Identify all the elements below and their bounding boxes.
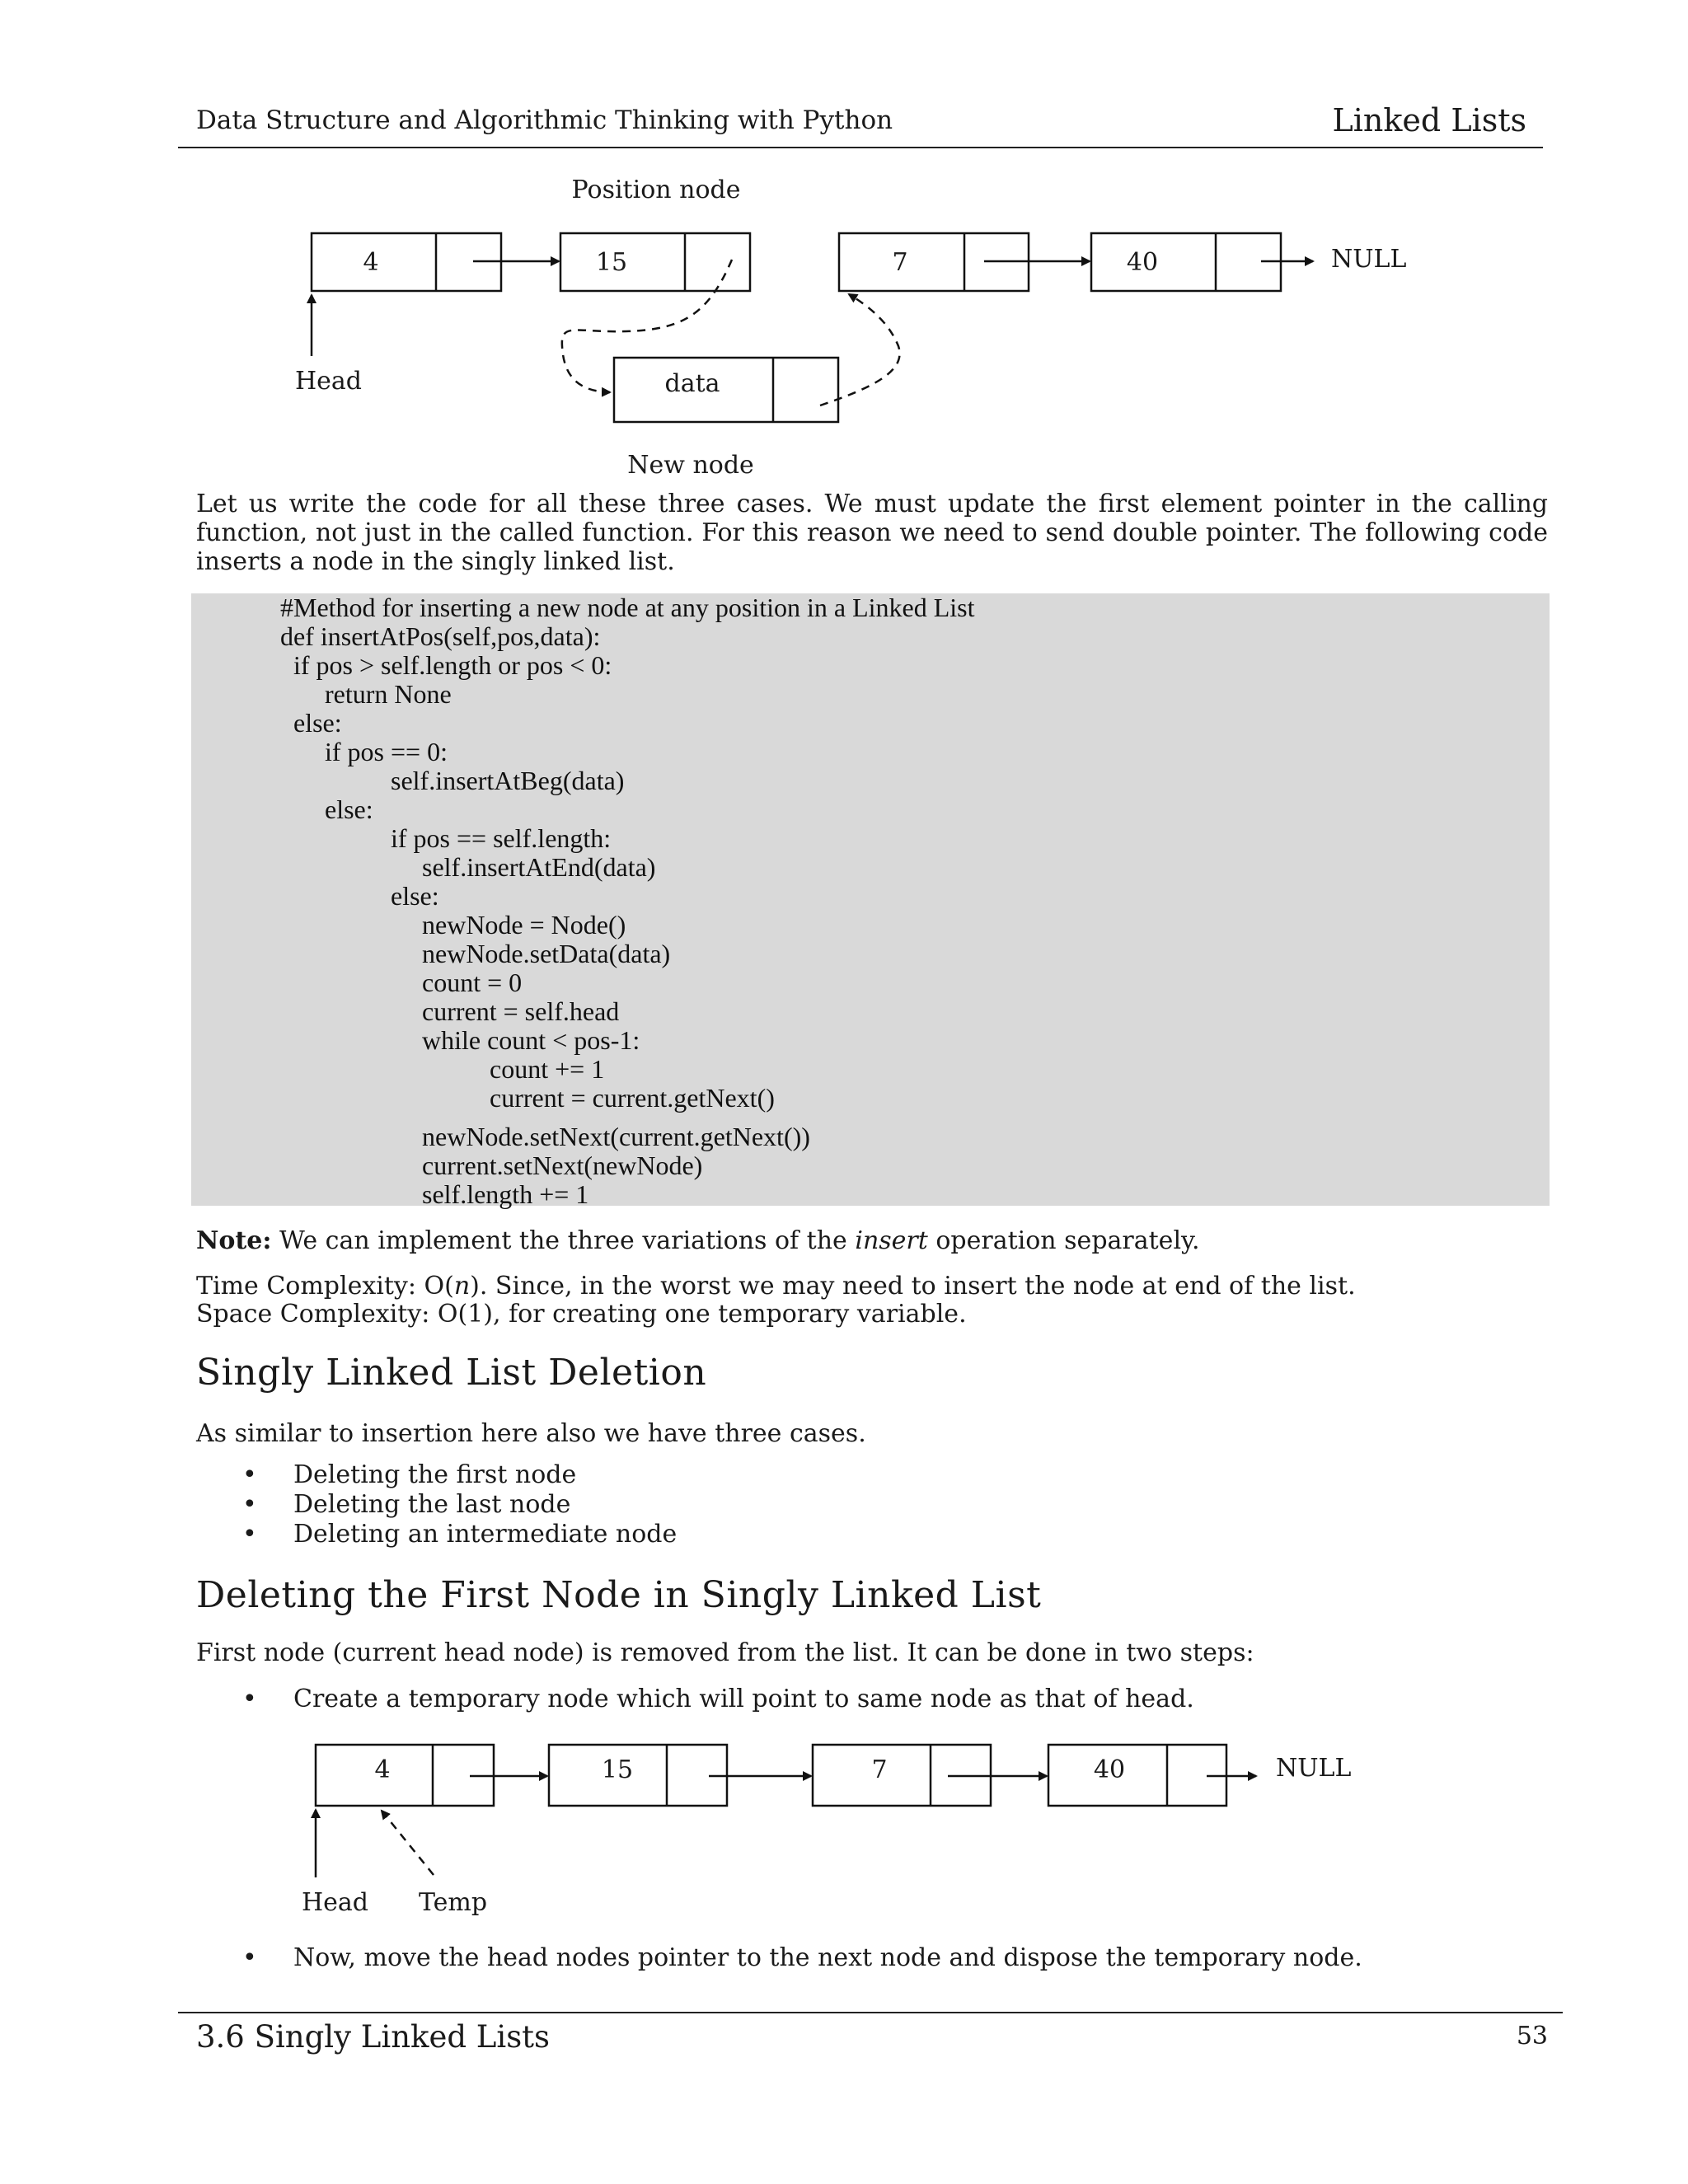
time-complexity <box>196 1272 1356 1301</box>
node-15 <box>549 1745 727 1806</box>
header-rule <box>178 147 1543 148</box>
code-line: while count < pos-1: <box>422 1025 640 1055</box>
bullet-dot: • <box>242 1685 257 1713</box>
node-15 <box>560 233 750 291</box>
node-value: 7 <box>871 1755 888 1784</box>
head-label: Head <box>302 1888 369 1917</box>
code-line: current = self.head <box>422 996 620 1026</box>
footer-rule <box>178 2012 1563 2013</box>
delete-first-node-diagram <box>0 1731 1688 1929</box>
list-item: Deleting the first node <box>293 1460 577 1489</box>
note-text: We can implement the three variations of the <box>271 1226 856 1255</box>
temp-pointer-arrow <box>382 1811 434 1875</box>
intro-paragraph: Let us write the code for all these three cases. We must update the first element pointer in the calling function, not just in the called function. For this reason we need to send double pointer. The following code inserts a node in the singly linked list. <box>196 490 1548 576</box>
bullet-dot: • <box>242 1943 257 1972</box>
position-node-label: Position node <box>571 176 741 204</box>
code-line: def insertAtPos(self,pos,data): <box>280 621 601 651</box>
new-node-label: New node <box>627 451 754 480</box>
node-value: 40 <box>1126 248 1159 277</box>
space-complexity: Space Complexity: O(1), for creating one temporary variable. <box>196 1300 967 1329</box>
time-complexity-prefix: Time Complexity: O( <box>196 1272 454 1301</box>
bullet-dot: • <box>242 1460 257 1489</box>
code-line: else: <box>293 708 342 738</box>
note-paragraph <box>196 1226 1200 1255</box>
node-value: 7 <box>892 248 908 277</box>
running-header-chapter: Linked Lists <box>1332 102 1526 138</box>
dashed-pointer-to-node-7 <box>820 294 900 405</box>
code-line: newNode.setNext(current.getNext()) <box>422 1122 810 1151</box>
code-line: current = current.getNext() <box>490 1083 775 1113</box>
node-value: 15 <box>601 1755 634 1784</box>
null-label: NULL <box>1331 245 1407 274</box>
code-line: count += 1 <box>490 1054 605 1084</box>
time-complexity-variable: n <box>453 1272 471 1301</box>
section-heading: Singly Linked List Deletion <box>196 1352 707 1394</box>
code-line: if pos == self.length: <box>391 823 612 853</box>
node-value: 4 <box>374 1755 391 1784</box>
null-label: NULL <box>1276 1754 1352 1783</box>
code-line: newNode.setData(data) <box>422 939 671 968</box>
code-line: #Method for inserting a new node at any position in a Linked List <box>280 593 975 622</box>
code-line: count = 0 <box>422 968 523 997</box>
code-block <box>191 593 1550 1209</box>
list-item: Now, move the head nodes pointer to the next node and dispose the temporary node. <box>293 1943 1362 1972</box>
note-text-end: operation separately. <box>927 1226 1200 1255</box>
note-emphasis: insert <box>855 1226 928 1255</box>
code-line: self.length += 1 <box>422 1179 589 1209</box>
new-node <box>614 358 838 422</box>
code-line: current.setNext(newNode) <box>422 1151 703 1180</box>
bullet-dot: • <box>242 1520 257 1549</box>
node-40 <box>1091 233 1281 291</box>
list-item: Deleting an intermediate node <box>293 1520 678 1549</box>
list-item: Deleting the last node <box>293 1490 571 1519</box>
head-label: Head <box>295 367 363 396</box>
bullet-dot: • <box>242 1490 257 1519</box>
node-value: 15 <box>595 248 628 277</box>
running-header-title: Data Structure and Algorithmic Thinking with Python <box>196 105 893 135</box>
time-complexity-suffix: ). Since, in the worst we may need to insert the node at end of the list. <box>470 1272 1356 1301</box>
node-value: 40 <box>1093 1755 1126 1784</box>
code-line: if pos > self.length or pos < 0: <box>293 650 612 680</box>
note-label: Note: <box>196 1226 272 1255</box>
code-line: self.insertAtBeg(data) <box>391 766 625 795</box>
code-line: else: <box>391 881 439 911</box>
section-heading: Deleting the First Node in Singly Linked List <box>196 1574 1042 1616</box>
code-line: self.insertAtEnd(data) <box>422 852 656 882</box>
code-line: else: <box>325 794 373 824</box>
node-value: 4 <box>363 248 379 277</box>
code-line: if pos == 0: <box>325 737 448 766</box>
node-4 <box>316 1745 494 1806</box>
code-line: return None <box>325 679 452 709</box>
section-intro: First node (current head node) is removed from the list. It can be done in two steps: <box>196 1638 1254 1667</box>
node-40 <box>1048 1745 1226 1806</box>
new-node-data: data <box>664 369 720 398</box>
insert-at-position-diagram <box>0 157 1688 486</box>
node-4 <box>312 233 501 291</box>
section-intro: As similar to insertion here also we have three cases. <box>196 1419 866 1448</box>
code-line: newNode = Node() <box>422 910 626 940</box>
temp-label: Temp <box>419 1888 488 1917</box>
footer-section: 3.6 Singly Linked Lists <box>196 2019 551 2055</box>
page-number: 53 <box>1516 2022 1548 2050</box>
list-item: Create a temporary node which will point to same node as that of head. <box>293 1685 1194 1713</box>
